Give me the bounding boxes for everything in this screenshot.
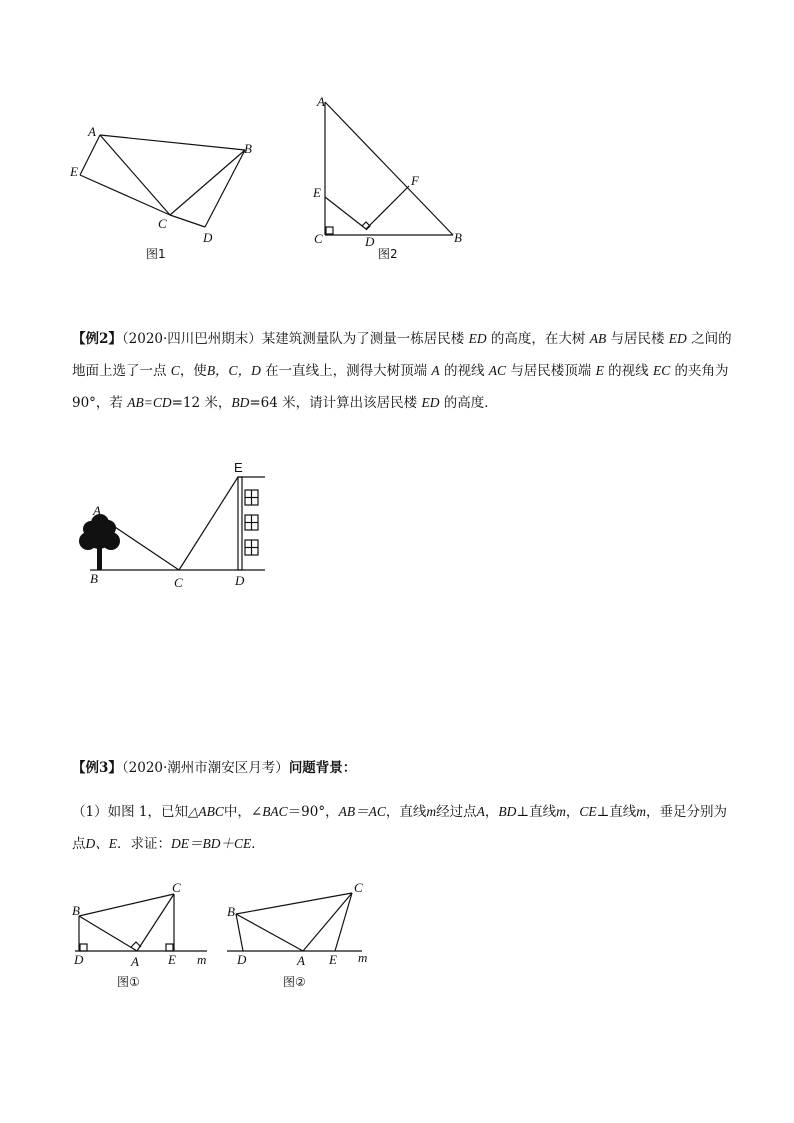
example-2-figure [70,455,280,595]
math: AB＝AC [338,804,386,819]
label-E: E [70,164,78,179]
text: ，垂足分别为点 [72,804,728,852]
text: ，直线 [385,804,427,820]
math: AC [488,363,507,378]
label-A: A [317,94,325,109]
math: ED [468,331,487,346]
math: D、E [85,836,117,851]
text: 某建筑测量队为了测量一栋居民楼 [261,331,465,347]
figure-caption-2: 图2 [378,247,398,261]
math: AB [589,331,607,346]
label-A: A [297,953,305,968]
label-C: C [158,216,167,231]
label-C: C [314,231,323,246]
math: BD [498,804,517,819]
text: 之间的地面上选了一点 [72,331,732,379]
math: DE＝BD＋CE [171,836,252,851]
label-D: D [203,230,213,245]
text: ． [251,836,265,852]
example-tag: 【例3】 [72,760,122,776]
math: BD [231,395,250,410]
example-3-figure-2 [222,878,382,993]
text: 的夹角为 90°，若 [72,363,729,411]
label-B: B [227,904,235,919]
label-A: A [131,954,139,969]
text: ⊥直线 [516,804,557,820]
example-source: （2020·四川巴州期末） [121,331,262,347]
top-figure-2 [305,90,475,265]
example-3-figure-1 [65,878,220,993]
label-D: D [237,952,247,967]
text: 在一直线上，测得大树顶端 [265,363,428,379]
label-D: D [74,952,84,967]
math: E [595,363,604,378]
label-E: E [168,952,176,967]
math: ED [421,395,440,410]
math: B，C，D [206,363,261,378]
text: 的高度． [443,395,498,411]
example-3-paragraph [72,796,732,860]
math: A [476,804,485,819]
figure-caption-2: 图② [283,975,306,989]
label-m: m [197,952,207,967]
text: 经过点 [436,804,477,820]
section-heading: 问题背景： [288,760,357,776]
example-tag: 【例2】 [72,331,122,347]
math: A [431,363,440,378]
label-A: A [88,124,96,139]
example-2-paragraph [72,323,732,419]
text: （1）如图 1，已知 [72,804,188,820]
label-C: C [354,880,363,895]
text: ⊥直线 [596,804,637,820]
label-A: A [93,503,101,518]
text: ，使 [179,363,207,379]
math: ED [668,331,687,346]
text: ， [484,804,499,820]
label-E: E [234,460,243,475]
text: =12 米， [171,395,232,411]
text: 的视线 [443,363,485,379]
math: BAC [262,804,288,819]
top-figure-1 [60,115,260,265]
math: m [556,804,566,819]
label-B: B [454,230,462,245]
label-D: D [365,234,375,249]
label-B: B [72,903,80,918]
label-E: E [329,952,337,967]
label-D: D [235,573,245,588]
label-B: B [90,571,98,586]
math: m [636,804,647,819]
label-m: m [358,950,368,965]
text: 与居民楼 [610,331,665,347]
label-F: F [411,173,419,188]
building-windows [245,490,258,555]
text: 中，∠ [223,804,263,820]
figure-caption-1: 图① [117,975,140,989]
text: =64 米，请计算出该居民楼 [249,395,418,411]
label-B: B [244,141,252,156]
text: ， [565,804,580,820]
example-3-heading [72,752,732,784]
example-source: （2020·潮州市潮安区月考） [121,760,289,776]
math: CE [579,804,597,819]
math: EC [652,363,671,378]
math: m [426,804,437,819]
text: 的视线 [608,363,649,379]
text: 的高度，在大树 [490,331,586,347]
label-C: C [172,880,181,895]
tree-icon [79,514,120,570]
math: △ABC [187,804,224,819]
text: 与居民楼顶端 [510,363,592,379]
math: C [170,363,180,378]
text: ＝90°， [287,804,339,820]
text: ．求证： [117,836,171,852]
label-C: C [174,575,183,590]
figure-caption-1: 图1 [146,247,166,261]
math: AB=CD [127,395,172,410]
label-E: E [313,185,321,200]
